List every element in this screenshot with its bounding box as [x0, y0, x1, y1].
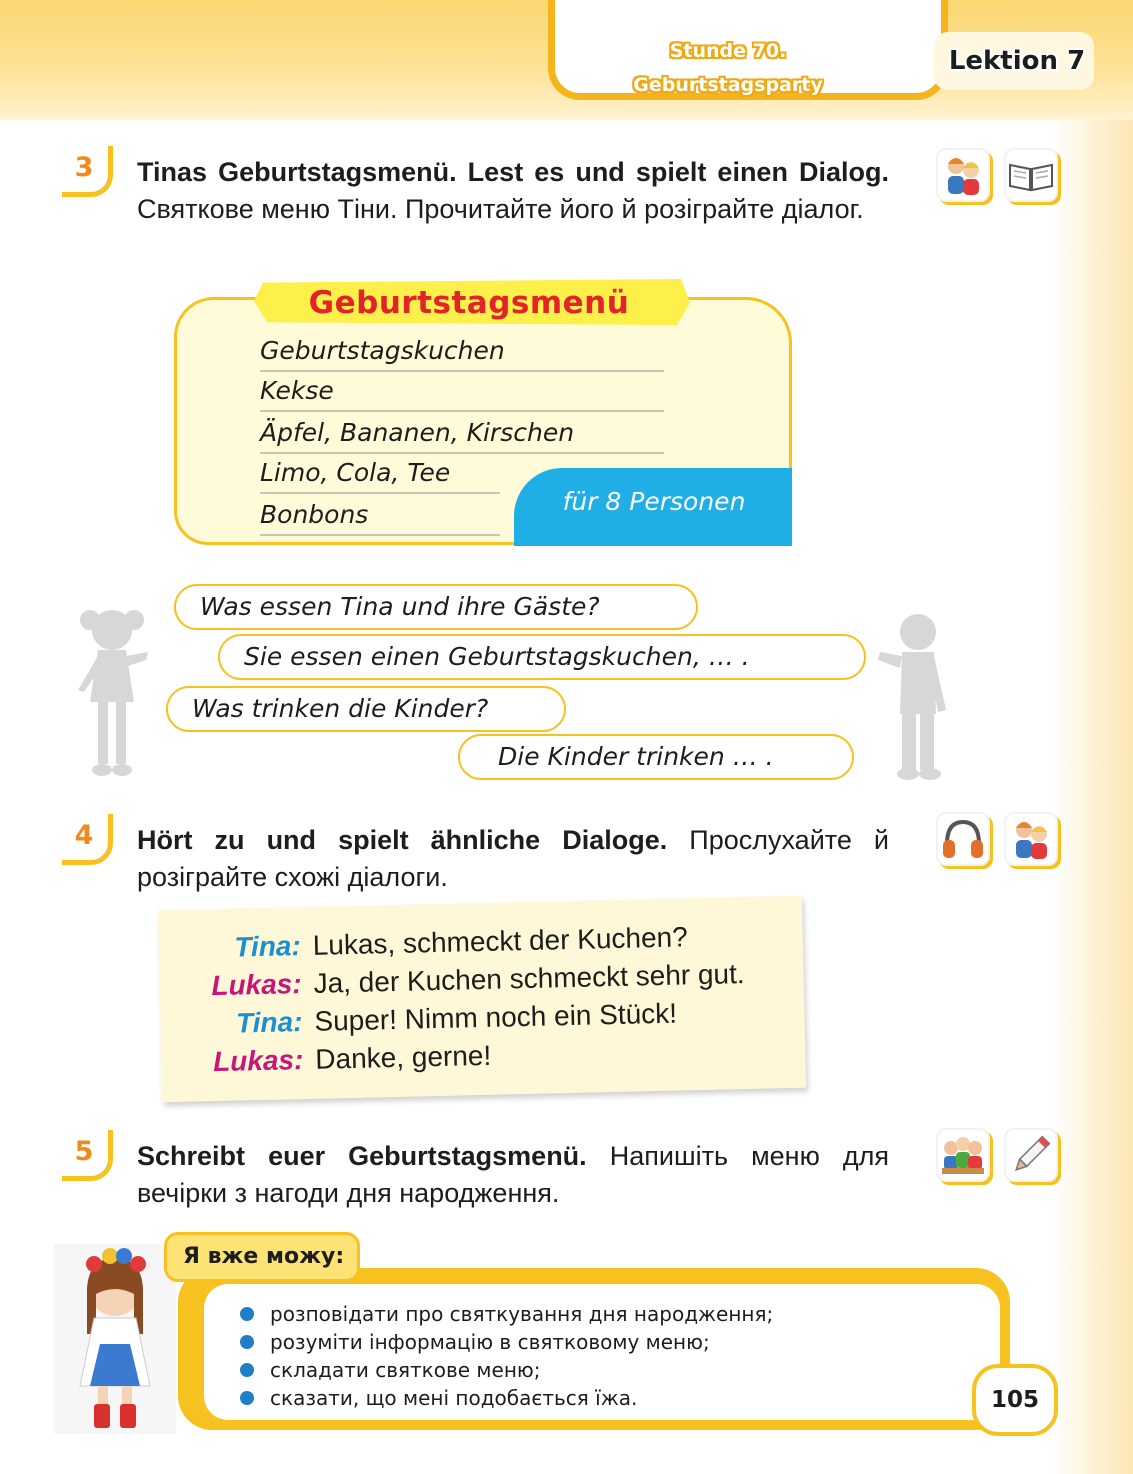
lesson-title: Stunde 70. Geburtstagsparty [633, 40, 823, 96]
exercise-4-instruction [137, 822, 889, 896]
page-number: 105 [990, 1387, 1039, 1413]
dialogue-line [185, 1037, 492, 1082]
speech-bubble: Was trinken die Kinder? [166, 686, 566, 732]
can-do-item-text: розуміти інформацію в святковому меню; [270, 1330, 710, 1354]
can-do-item-text: сказати, що мені подобається їжа. [270, 1386, 638, 1410]
menu-item: Äpfel, Bananen, Kirschen [260, 416, 664, 454]
menu-title: Geburtstagsmenü [308, 285, 630, 321]
page-edge-shading [1053, 0, 1133, 1474]
can-do-item-text: розповідати про святкування дня народження; [270, 1302, 774, 1326]
exercise-5-title-de: Schreibt euer Geburtstagsmenü. [137, 1141, 587, 1171]
can-do-label: Я вже можу: [164, 1232, 360, 1282]
group-work-icon [936, 1128, 990, 1182]
speech-bubble: Die Kinder trinken … . [458, 734, 854, 780]
can-do-item-text: складати святкове меню; [270, 1358, 541, 1382]
exercise-3-title-de: Tinas Geburtstagsmenü. Lest es und spielt einen Dialog. [137, 157, 889, 187]
dialogue-text: Danke, gerne! [314, 1039, 492, 1075]
headphones-icon [936, 812, 990, 866]
speaker-name: Lukas: [212, 1044, 304, 1078]
can-do-item [240, 1299, 773, 1329]
exercise-3-instruction [137, 154, 889, 228]
ukrainian-girl-illustration-icon [54, 1244, 176, 1434]
pair-work-icon [1004, 812, 1058, 866]
exercise-4-title-ua: Прослухайте й розіграйте схожі діалоги. [137, 825, 889, 892]
exercise-5-title-ua: Напишіть меню для вечірки з нагоди дня народження. [137, 1141, 889, 1208]
speech-bubble: Was essen Tina und ihre Gäste? [174, 584, 698, 630]
menu-item: Limo, Cola, Tee [260, 456, 500, 494]
speaker-name: Lukas: [211, 968, 302, 1002]
exercise-4-title-de: Hört zu und spielt ähnliche Dialoge. [137, 825, 668, 855]
menu-item: Bonbons [260, 498, 500, 536]
exercise-number-4: 4 [58, 814, 110, 864]
dialogue-text: Super! Nimm noch ein Stück! [314, 997, 678, 1037]
book-icon [1004, 148, 1058, 202]
girl-silhouette-icon [68, 606, 158, 780]
exercise-3-title-ua: Святкове меню Тіни. Прочитайте його й розіграйте діалог. [137, 194, 864, 224]
speaker-name: Tina: [235, 1006, 303, 1039]
dialogue-note [158, 896, 806, 1103]
dialogue-text: Lukas, schmeckt der Kuchen? [312, 921, 689, 961]
dialogue-text: Ja, der Kuchen schmeckt sehr gut. [313, 958, 745, 999]
exercise-number-5: 5 [58, 1130, 110, 1180]
exercise-5-instruction [137, 1138, 889, 1212]
menu-item: Kekse [260, 374, 664, 412]
lektion-label: Lektion 7 [948, 46, 1086, 76]
speaker-name: Tina: [234, 930, 302, 963]
persons-label: für 8 Personen [562, 487, 746, 516]
can-do-item [240, 1355, 540, 1385]
pair-work-icon [936, 148, 990, 202]
boy-silhouette-icon [874, 610, 960, 780]
exercise-number-3: 3 [58, 146, 110, 196]
speech-bubble: Sie essen einen Geburtstagskuchen, … . [218, 634, 866, 680]
can-do-item [240, 1383, 637, 1413]
menu-item: Geburtstagskuchen [260, 334, 664, 372]
pencil-icon [1004, 1128, 1058, 1182]
can-do-item [240, 1327, 710, 1357]
